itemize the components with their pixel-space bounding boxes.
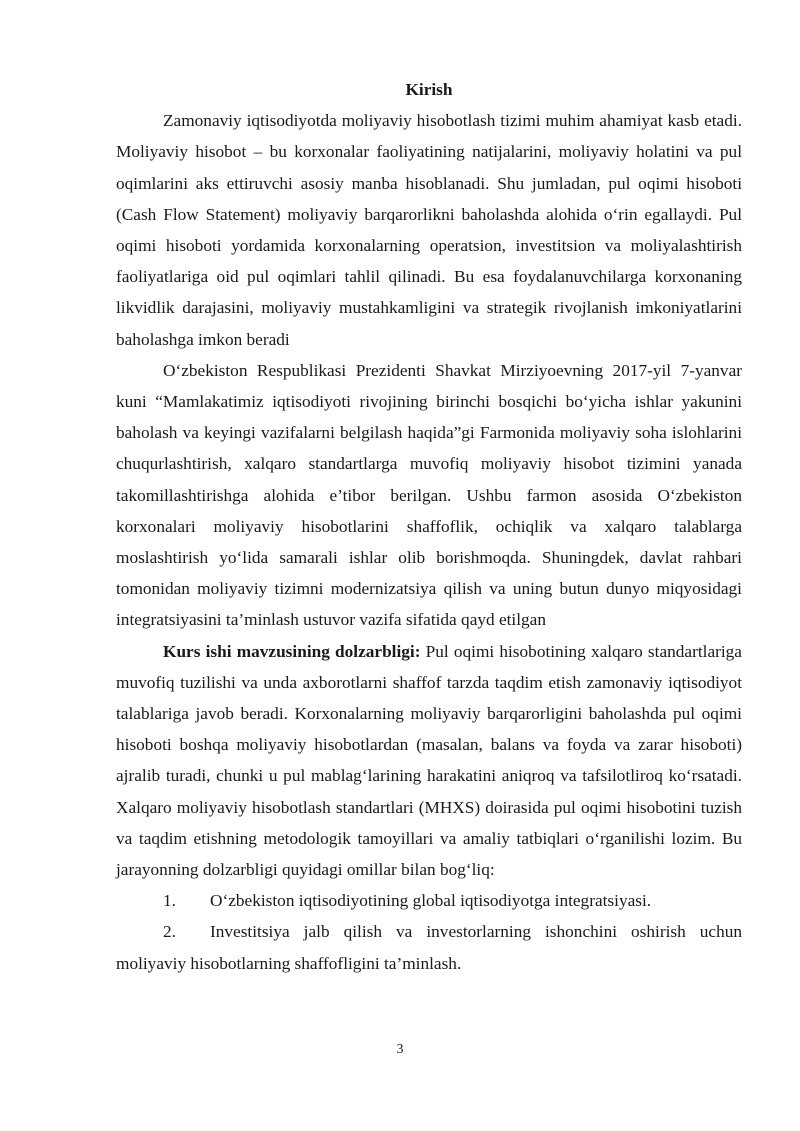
page-number: 3 [396, 1042, 404, 1057]
relevance-text: Pul oqimi hisobotining xalqaro standartlariga muvofiq tuzilishi va unda axborotlarni shaffof tarzda taqdim etish zamonaviy iqtisodiyot talablariga javob beradi. Korxonalarning moliyaviy barqarorligini baholashda pul oqimi hisoboti boshqa moliyaviy hisobotlardan (masalan, balans va foyda va zarar hisoboti) ajralib turadi, chunki u pul mablagʻlarining harakatini aniqroq va tafsilotliroq koʻrsatadi. Xalqaro moliyaviy hisobotlash standartlari (MHXS) doirasida pul oqimi hisobotini tuzish va taqdim etishning metodologik tamoyillari va amaliy tatbiqlari oʻrganilishi lozim. Bu jarayonning dolzarbligi quyidagi omillar bilan bogʻliq: [116, 641, 742, 880]
list-item [116, 916, 742, 978]
list-item [116, 885, 742, 916]
relevance-heading: Kurs ishi mavzusining dolzarbligi: [163, 641, 421, 661]
list-text: Investitsiya jalb qilish va investorlarning ishonchini oshirish uchun moliyaviy hisobotlarning shaffofligini ta’minlash. [116, 922, 742, 973]
section-title: Kirish [405, 80, 453, 99]
relevance-paragraph [116, 636, 742, 886]
decree-paragraph: Oʻzbekiston Respublikasi Prezidenti Shavkat Mirziyoevning 2017-yil 7-yanvar kuni “Mamlakatimiz iqtisodiyoti rivojining birinchi bosqichi boʻyicha ishlar yakunini baholash va keyingi vazifalarni belgilash haqida”gi Farmonida moliyaviy soha islohlarini chuqurlashtirish, xalqaro standartlarga muvofiq moliyaviy hisobot tizimini yanada takomillashtirishga alohida e’tibor berilgan. Ushbu farmon asosida Oʻzbekiston korxonalari moliyaviy hisobotlarini shaffoflik, ochiqlik va xalqaro talablarga moslashtirish yoʻlida samarali ishlar olib borishmoqda. Shuningdek, davlat rahbari tomonidan moliyaviy tizimni modernizatsiya qilish va uning butun dunyo miqyosidagi integratsiyasini ta’minlash ustuvor vazifa sifatida qayd etilgan [116, 360, 742, 630]
list-number: 1. [163, 891, 176, 911]
intro-paragraph: Zamonaviy iqtisodiyotda moliyaviy hisobotlash tizimi muhim ahamiyat kasb etadi. Moliyaviy hisobot – bu korxonalar faoliyatining natijalarini, moliyaviy holatini va pul oqimlarini aks ettiruvchi asosiy manba hisoblanadi. Shu jumladan, pul oqimi hisoboti (Cash Flow Statement) moliyaviy barqarorlikni baholashda alohida oʻrin egallaydi. Pul oqimi hisoboti yordamida korxonalarning operatsion, investitsion va moliyalashtirish faoliyatlariga oid pul oqimlari tahlil qilinadi. Bu esa foydalanuvchilarga korxonaning likvidlik darajasini, moliyaviy mustahkamligini va strategik rivojlanish imkoniyatlarini baholashga imkon beradi [116, 111, 742, 349]
list-number: 2. [163, 922, 176, 942]
page-content [116, 74, 742, 979]
list-text: Oʻzbekiston iqtisodiyotining global iqtisodiyotga integratsiyasi. [210, 891, 652, 911]
